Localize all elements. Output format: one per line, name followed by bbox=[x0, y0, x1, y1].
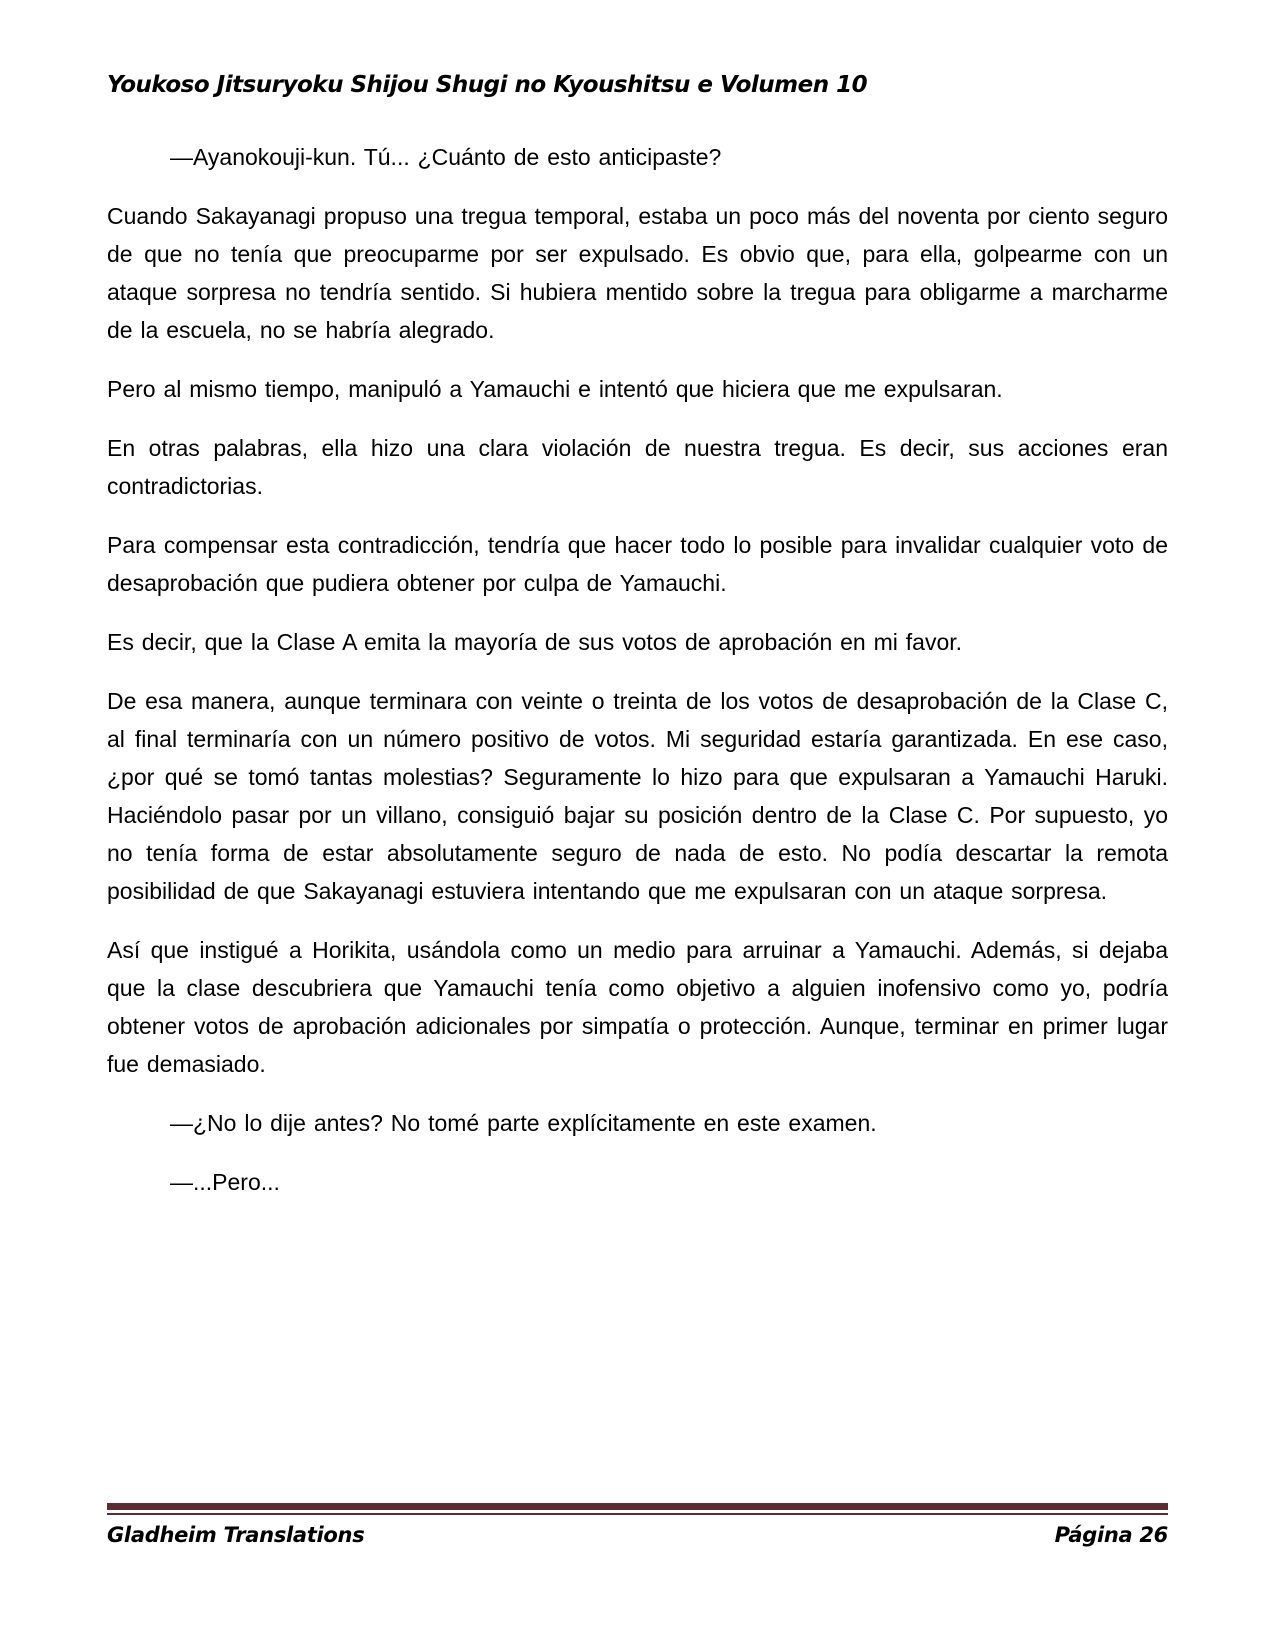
paragraph: Para compensar esta contradicción, tendría que hacer todo lo posible para invalidar cualquier voto de desaprobación que pudiera obtener por culpa de Yamauchi. bbox=[107, 532, 1168, 596]
dialogue-line: —¿No lo dije antes? No tomé parte explícitamente en este examen. bbox=[170, 1110, 877, 1136]
paragraph: De esa manera, aunque terminara con veinte o treinta de los votos de desaprobación de la Clase C, al final terminaría con un número positivo de votos. Mi seguridad estaría garantizada. En ese caso, ¿por qué se tomó tantas molestias? Seguramente lo hizo para que expulsaran a Yamauchi Haruki. Haciéndolo pasar por un villano, consiguió bajar su posición dentro de la Clase C. Por supuesto, yo no tenía forma de estar absolutamente seguro de nada de esto. No podía descartar la remota posibilidad de que Sakayanagi estuviera intentando que me expulsaran con un ataque sorpresa. bbox=[107, 688, 1168, 904]
paragraph: Así que instigué a Horikita, usándola como un medio para arruinar a Yamauchi. Además, si dejaba que la clase descubriera que Yamauchi tenía como objetivo a alguien inofensivo como yo, podría obtener votos de aprobación adicionales por simpatía o protección. Aunque, terminar en primer lugar fue demasiado. bbox=[107, 937, 1168, 1077]
footer bbox=[107, 1503, 1168, 1547]
dialogue-line: —Ayanokouji-kun. Tú... ¿Cuánto de esto anticipaste? bbox=[170, 144, 722, 170]
page-content bbox=[107, 72, 1168, 1222]
footer-translator-credit: Gladheim Translations bbox=[107, 1523, 365, 1547]
paragraph: Pero al mismo tiempo, manipuló a Yamauchi e intentó que hiciera que me expulsaran. bbox=[107, 376, 1003, 402]
paragraph: En otras palabras, ella hizo una clara violación de nuestra tregua. Es decir, sus acciones eran contradictorias. bbox=[107, 435, 1168, 499]
paragraph: Es decir, que la Clase A emita la mayoría de sus votos de aprobación en mi favor. bbox=[107, 629, 963, 655]
body-text bbox=[107, 138, 1168, 1201]
dialogue-line: —...Pero... bbox=[170, 1169, 280, 1195]
footer-divider-thick-line bbox=[107, 1503, 1168, 1510]
footer-divider-thin-line bbox=[107, 1513, 1168, 1515]
paragraph: Cuando Sakayanagi propuso una tregua temporal, estaba un poco más del noventa por ciento seguro de que no tenía que preocuparme por ser expulsado. Es obvio que, para ella, golpearme con un ataque sorpresa no tendría sentido. Si hubiera mentido sobre la tregua para obligarme a marcharme de la escuela, no se habría alegrado. bbox=[107, 203, 1168, 343]
page-title: Youkoso Jitsuryoku Shijou Shugi no Kyoushitsu e Volumen 10 bbox=[107, 72, 868, 98]
footer-page-number: Página 26 bbox=[1054, 1523, 1168, 1547]
